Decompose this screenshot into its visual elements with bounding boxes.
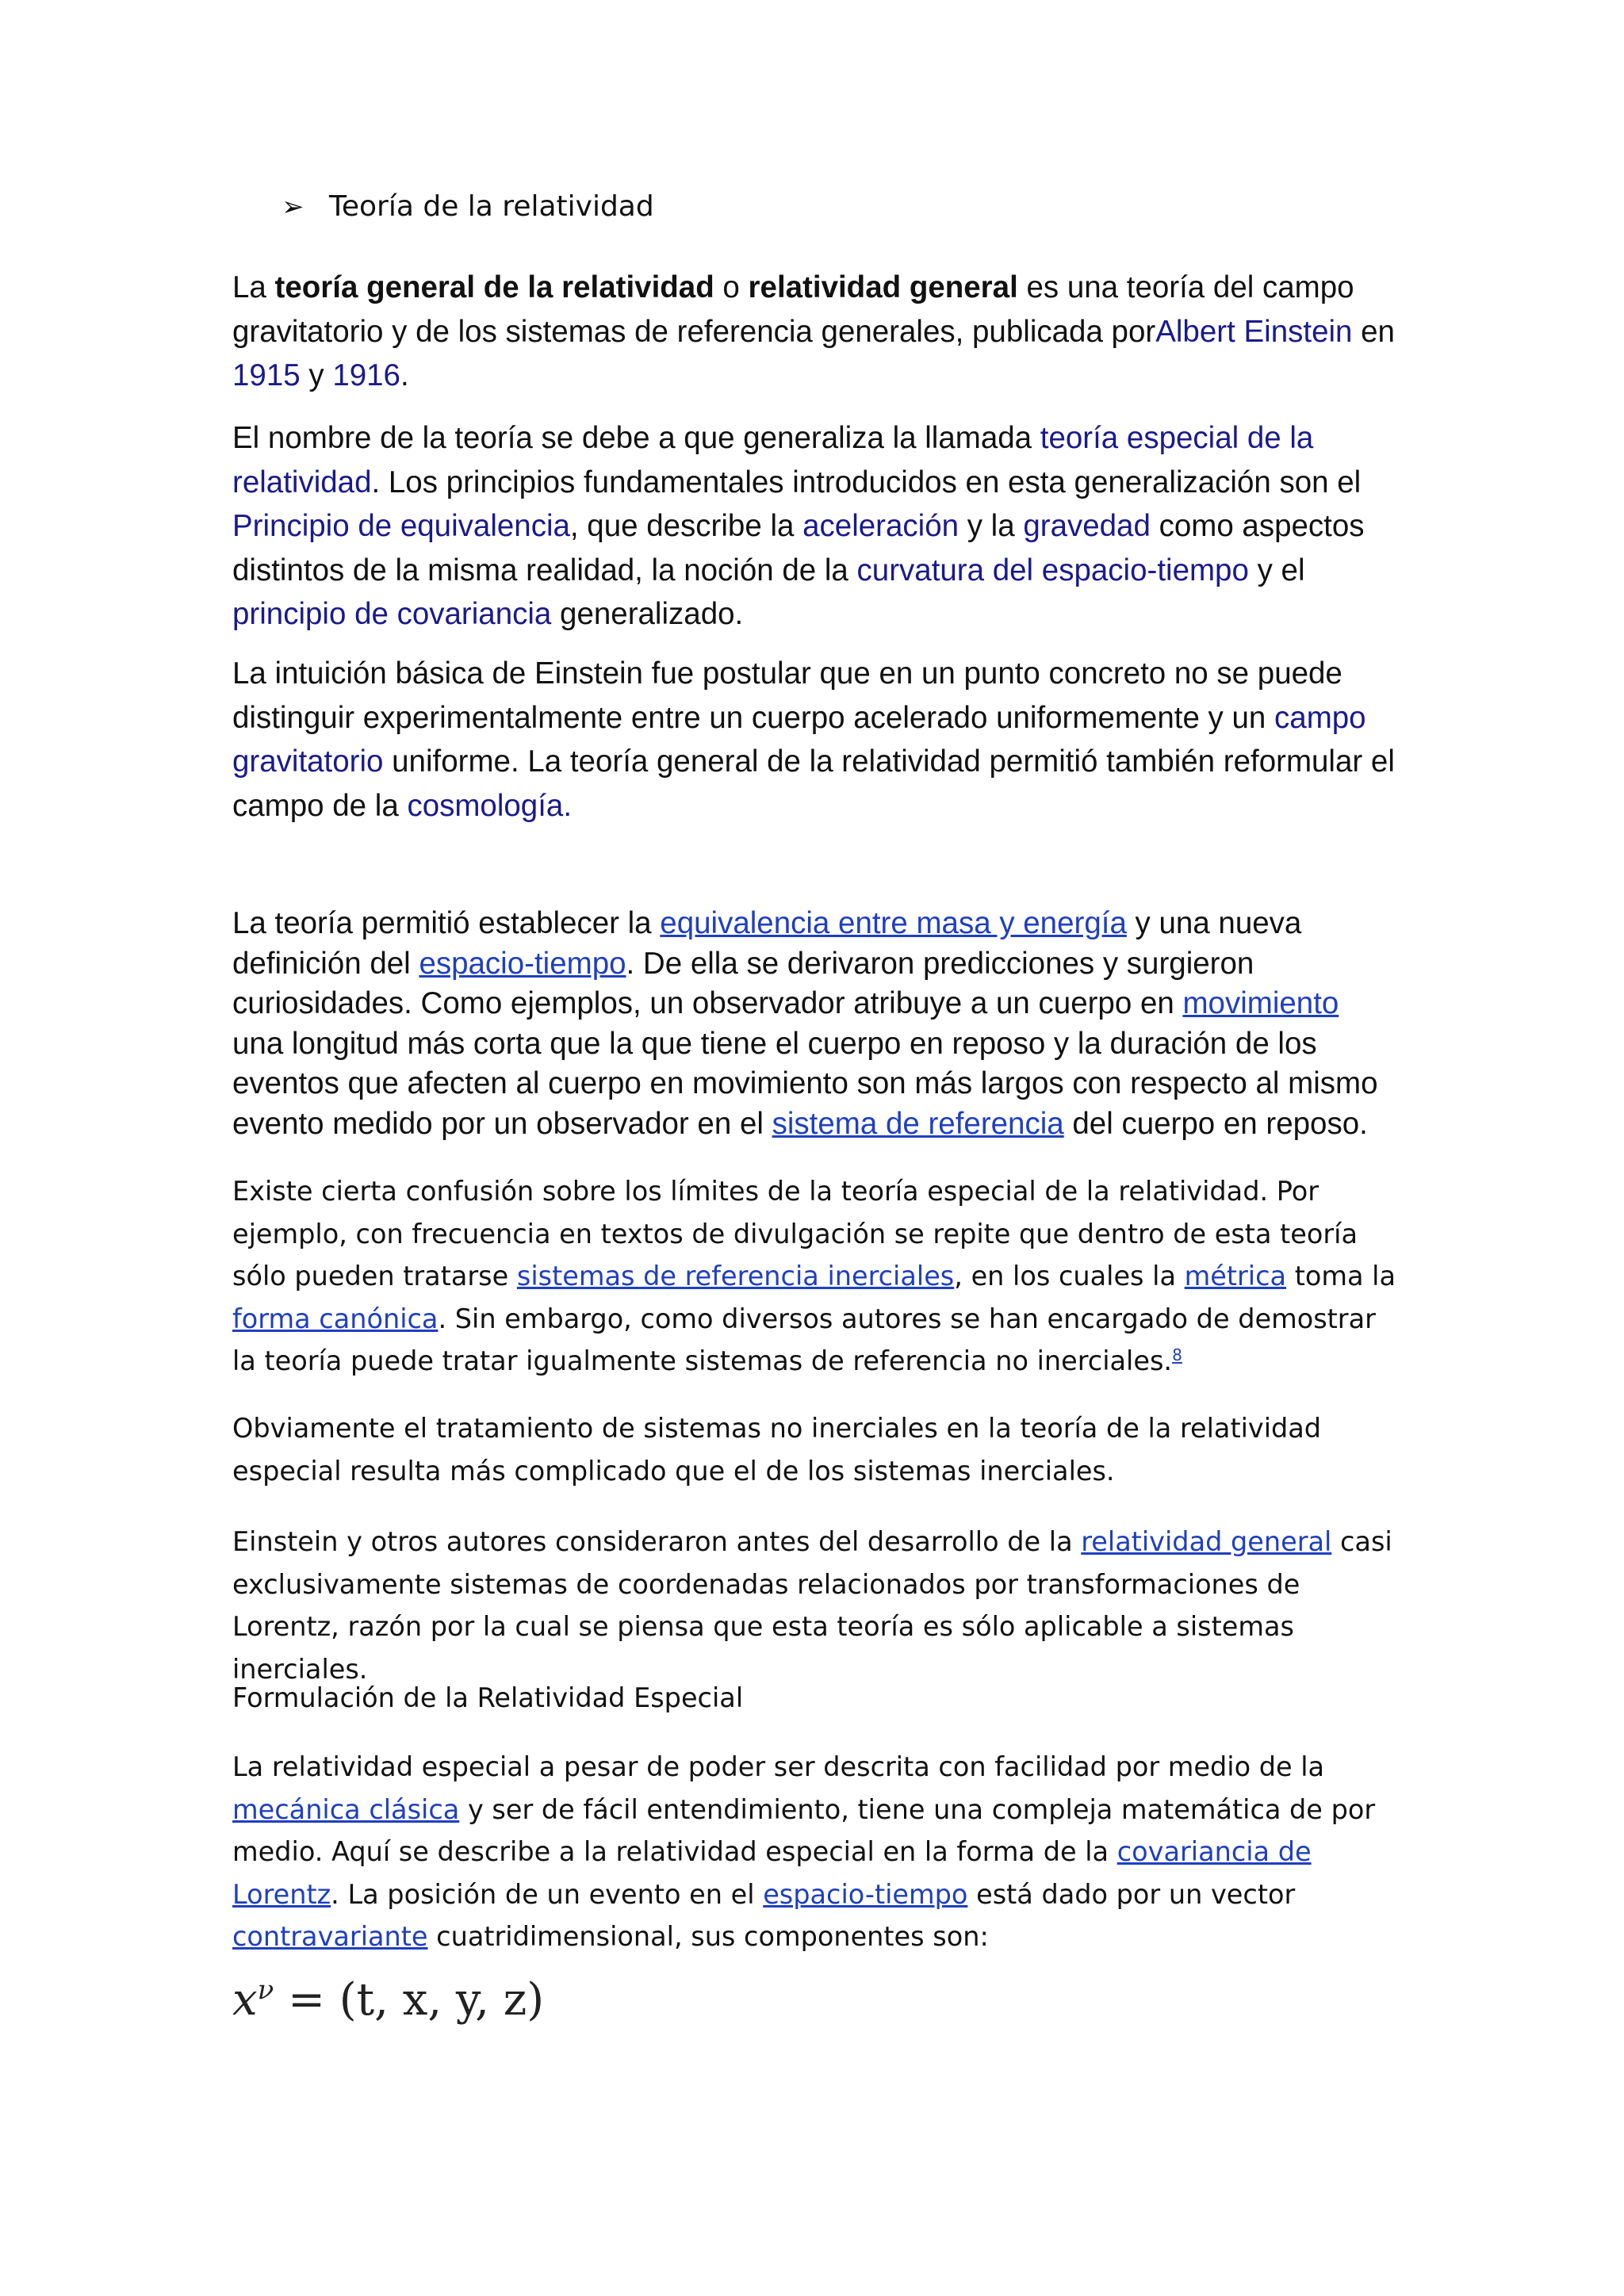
link-espacio-tiempo[interactable]: espacio-tiempo [419, 946, 626, 981]
text: y ser de fácil entendimiento, tiene una compleja matemática de por medio. Aquí se describe a la relatividad especial en la forma de la [232, 1793, 1376, 1867]
link-contravariante[interactable]: contravariante [232, 1921, 428, 1952]
equation-variable: x [232, 1974, 258, 2026]
text: y [300, 358, 333, 392]
heading-text: Teoría de la relatividad [329, 190, 654, 223]
paragraph-2 [232, 416, 1398, 637]
section-heading [282, 190, 654, 223]
bold-term: relatividad general [748, 270, 1018, 304]
link-forma-canonica[interactable]: forma canónica [232, 1303, 439, 1334]
text: . [400, 358, 409, 392]
text: . La posición de un evento en el [331, 1878, 764, 1910]
text: en [1352, 314, 1395, 349]
equation-rhs: = (t, x, y, z) [274, 1974, 545, 2026]
text: Einstein y otros autores consideraron antes del desarrollo de la [232, 1526, 1082, 1557]
link-teoria-especial[interactable]: teoría especial de la relatividad [232, 421, 1314, 499]
text: generalizado. [551, 597, 744, 631]
text: . Sin embargo, como diversos autores se han encargado de demostrar la teoría puede tratar igualmente sistemas de referencia no inerciales. [232, 1303, 1376, 1376]
text: La [232, 270, 275, 304]
bold-term: teoría general de la relatividad [274, 270, 714, 304]
text: está dado por un vector [967, 1878, 1296, 1910]
equation [232, 1974, 544, 2026]
text: La intuición básica de Einstein fue postular que en un punto concreto no se puede distinguir experimentalmente entre un cuerpo acelerado uniformemente y un [232, 656, 1342, 735]
link-aceleracion[interactable]: aceleración [802, 509, 959, 543]
link-campo-gravitatorio[interactable]: campo gravitatorio [232, 700, 1366, 779]
paragraph-7 [232, 1521, 1398, 1690]
text: La teoría permitió establecer la [232, 906, 661, 940]
text: El nombre de la teoría se debe a que generaliza la llamada [232, 421, 1040, 455]
link-sistemas-referencia-inerciales[interactable]: sistemas de referencia inerciales [516, 1261, 955, 1292]
text: La relatividad especial a pesar de poder ser descrita con facilidad por medio de la [232, 1751, 1325, 1782]
text: como aspectos distintos de la misma realidad, la noción de la [232, 509, 1365, 587]
paragraph-4 [232, 904, 1398, 1144]
link-relatividad-general[interactable]: relatividad general [1081, 1526, 1332, 1557]
paragraph-6 [232, 1407, 1398, 1492]
link-equivalencia-masa-energia[interactable]: equivalencia entre masa y energía [660, 906, 1127, 940]
text: , en los cuales la [954, 1261, 1185, 1292]
text: uniforme. La teoría general de la relatividad permitió también reformular el campo de la [232, 744, 1395, 823]
paragraph-3 [232, 652, 1398, 828]
link-movimiento[interactable]: movimiento [1182, 986, 1339, 1020]
subheading [232, 1677, 1398, 1720]
text: y la [959, 509, 1024, 543]
text: . Los principios fundamentales introducidos en esta generalización son el [371, 465, 1362, 499]
text: y una nueva definición del [232, 906, 1302, 981]
arrow-bullet-icon: ➢ [282, 190, 304, 223]
text: casi exclusivamente sistemas de coordenadas relacionados por transformaciones de Lorentz, razón por la cual se piensa que esta teoría es sólo aplicable a sistemas inerciales. [232, 1526, 1392, 1685]
text: o [714, 270, 749, 304]
equation-superscript: ν [257, 1974, 274, 2007]
paragraph-1 [232, 266, 1398, 398]
link-sistema-referencia[interactable]: sistema de referencia [772, 1106, 1064, 1141]
text: del cuerpo en reposo. [1063, 1106, 1368, 1141]
text: Existe cierta confusión sobre los límites de la teoría especial de la relatividad. Por ejemplo, con frecuencia en textos de divulgación se repite que dentro de esta teoría sólo pueden tratarse [232, 1176, 1358, 1292]
text: y el [1248, 553, 1305, 587]
text: . De ella se derivaron predicciones y surgieron curiosidades. Como ejemplos, un observador atribuye a un cuerpo en [232, 946, 1254, 1020]
paragraph-9 [232, 1746, 1398, 1958]
link-principio-covariancia[interactable]: principio de covariancia [232, 597, 552, 631]
text: cuatridimensional, sus componentes son: [427, 1921, 989, 1952]
link-albert-einstein[interactable]: Albert Einstein [1155, 314, 1353, 349]
text: Obviamente el tratamiento de sistemas no inerciales en la teoría de la relatividad especial resulta más complicado que el de los sistemas inerciales. [232, 1413, 1322, 1487]
link-mecanica-clasica[interactable]: mecánica clásica [232, 1793, 460, 1825]
footnote-ref[interactable]: 8 [1172, 1345, 1182, 1364]
text: es una teoría del campo gravitatorio y de los sistemas de referencia generales, publicada por [232, 270, 1354, 349]
link-cosmologia[interactable]: cosmología. [407, 788, 573, 823]
link-principio-equivalencia[interactable]: Principio de equivalencia [232, 509, 570, 543]
text: toma la [1286, 1261, 1396, 1292]
link-1915[interactable]: 1915 [232, 358, 301, 392]
link-1916[interactable]: 1916 [332, 358, 400, 392]
link-gravedad[interactable]: gravedad [1023, 509, 1151, 543]
text: Formulación de la Relatividad Especial [232, 1682, 744, 1713]
link-covariancia-lorentz[interactable]: covariancia de Lorentz [232, 1836, 1312, 1910]
link-curvatura[interactable]: curvatura del espacio-tiempo [856, 553, 1249, 587]
link-metrica[interactable]: métrica [1184, 1261, 1287, 1292]
text: , que describe la [569, 509, 803, 543]
link-espacio-tiempo-2[interactable]: espacio-tiempo [763, 1878, 968, 1910]
text: una longitud más corta que la que tiene el cuerpo en reposo y la duración de los eventos que afecten al cuerpo en movimiento son más largos con respecto al mismo evento medido por un observador en el [232, 1026, 1378, 1141]
paragraph-5 [232, 1170, 1398, 1383]
